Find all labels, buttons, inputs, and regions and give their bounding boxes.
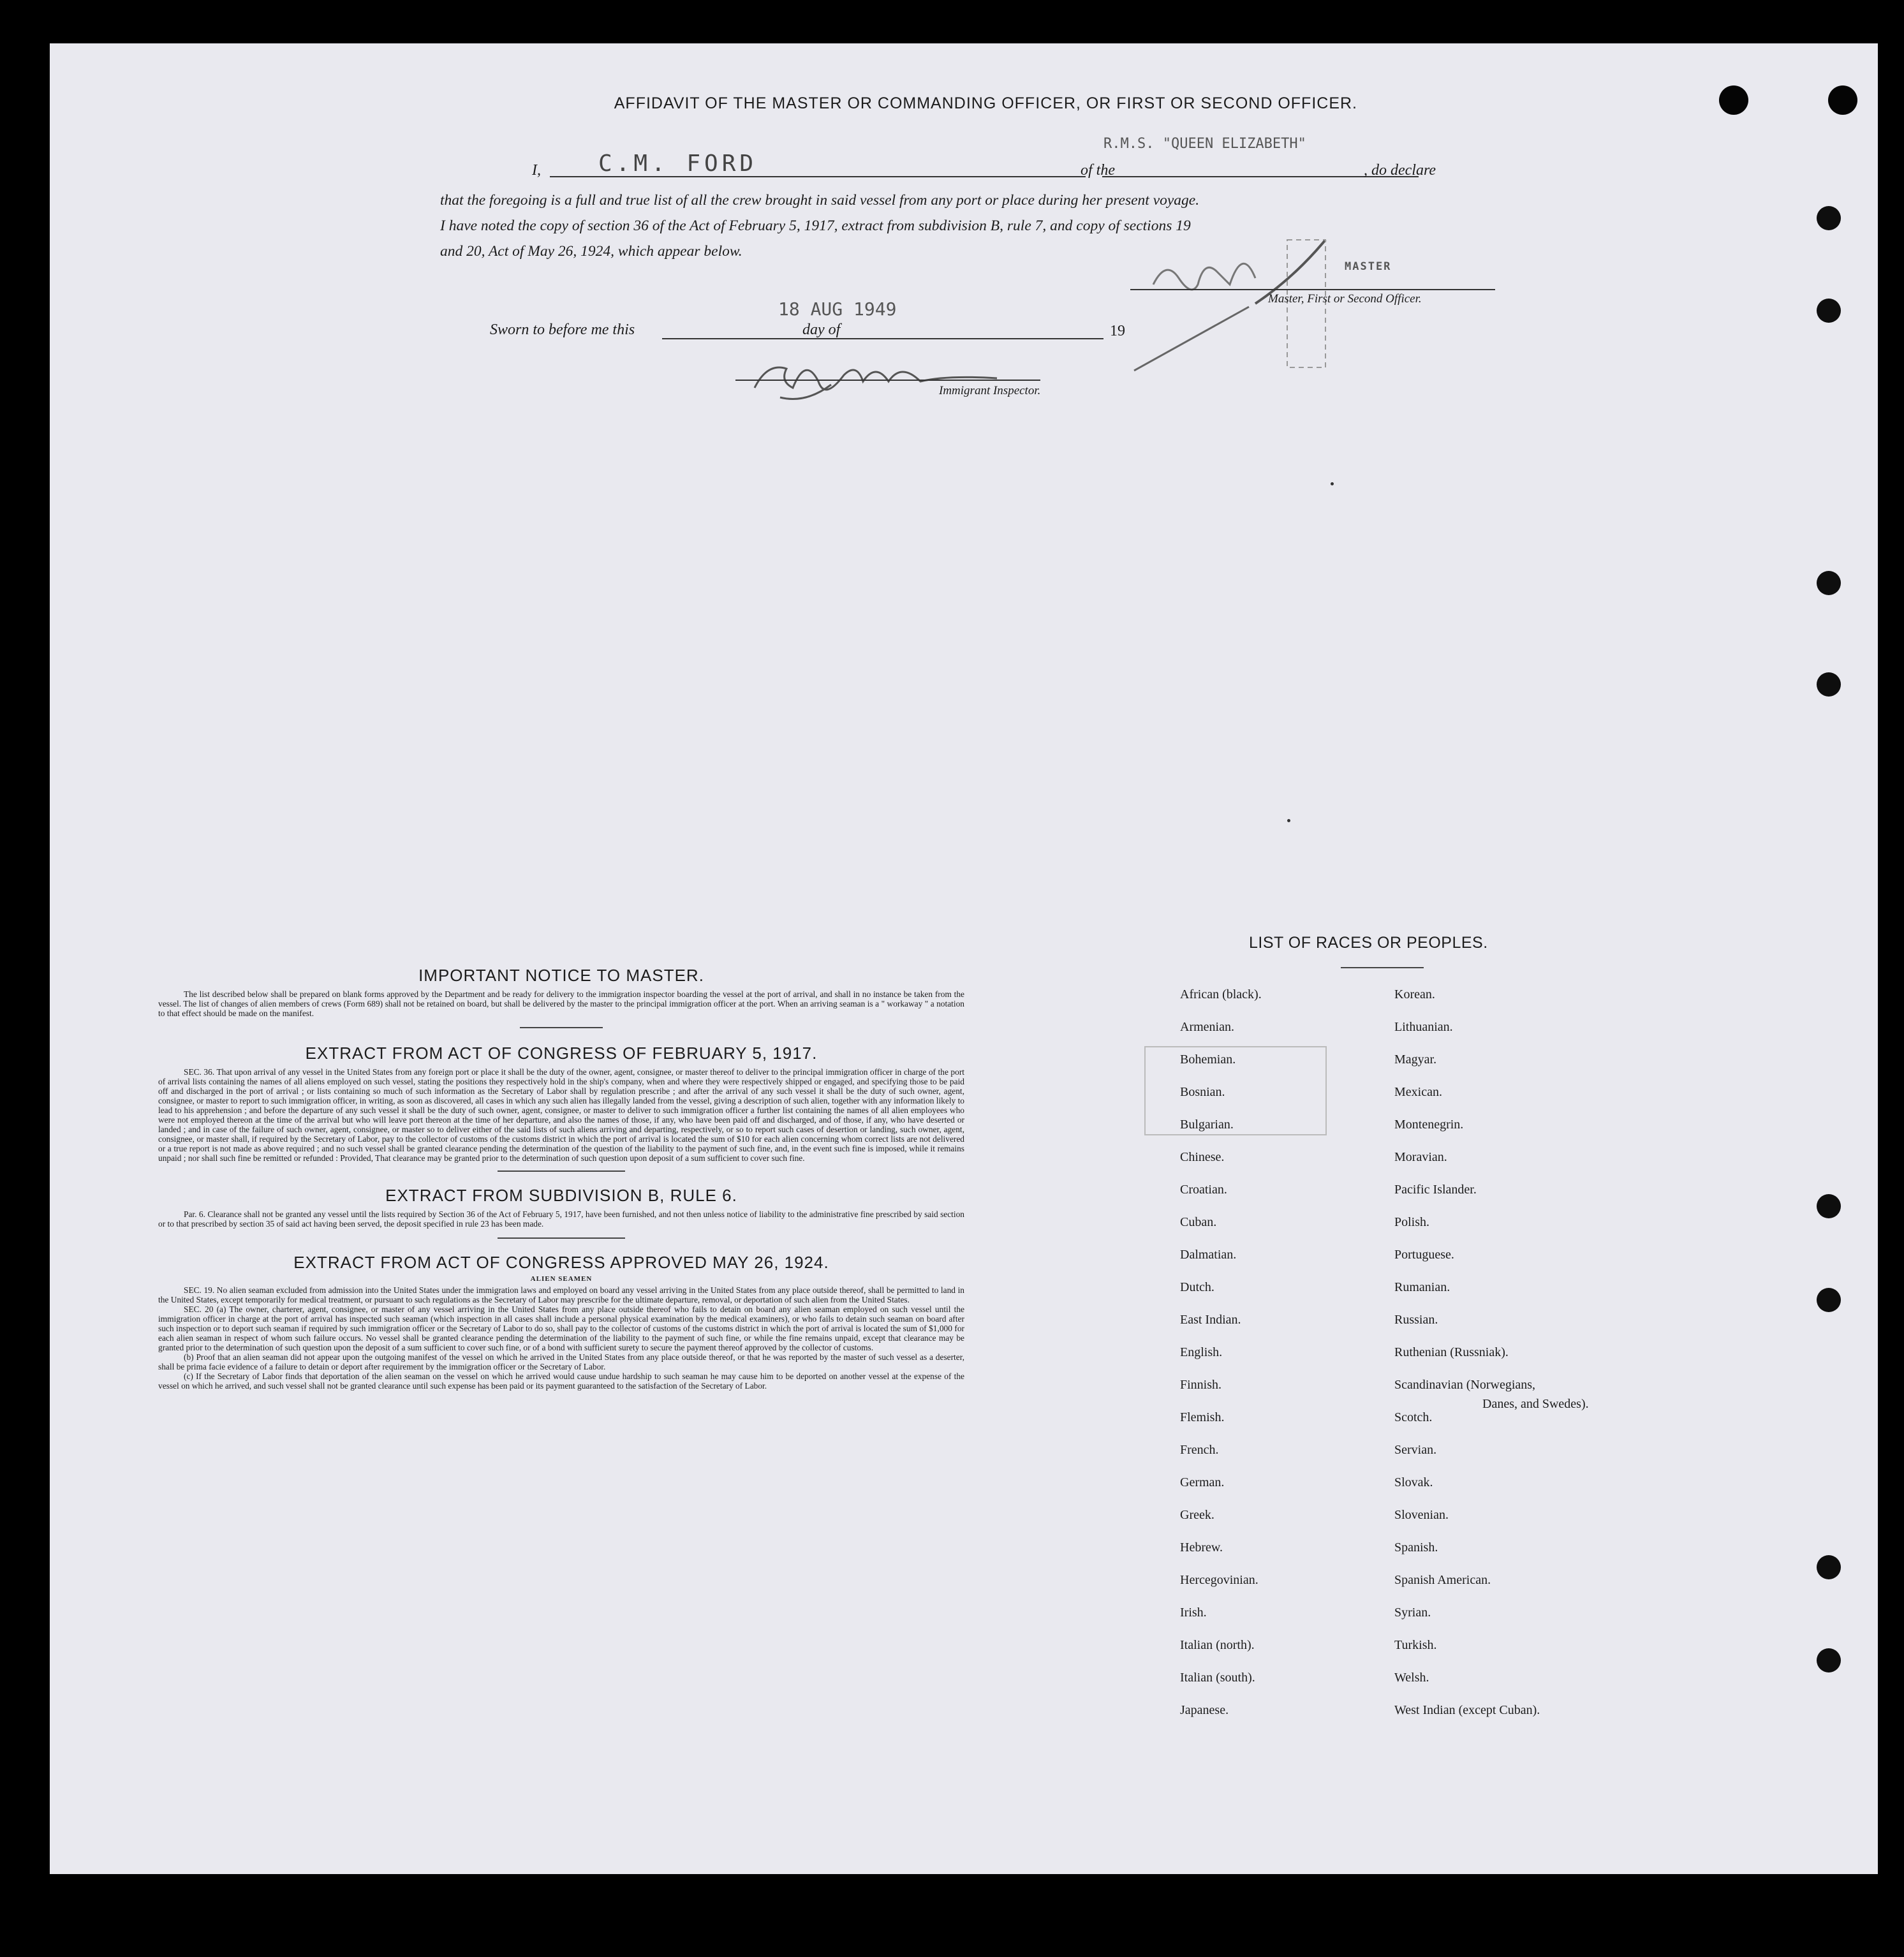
separator <box>498 1171 625 1172</box>
race-item: Croatian. <box>1180 1183 1227 1197</box>
extract-1924-sec20b: (b) Proof that an alien seaman did not appear upon the outgoing manifest of the vessel on which he arrived in the United States from any place outside thereof, or that he was reported by the master of such vessel as a deserter, shall be prima facie evidence of a failure to detain or deport after requirement by the immigration officer or the Secretary of Labor. <box>158 1352 964 1371</box>
do-declare-label: , do declare <box>1364 162 1436 179</box>
notice-title: IMPORTANT NOTICE TO MASTER. <box>418 966 704 985</box>
race-item: Finnish. <box>1180 1378 1222 1392</box>
punch-hole <box>1817 1555 1841 1579</box>
race-item: Cuban. <box>1180 1215 1217 1229</box>
alien-seamen-subtitle: ALIEN SEAMEN <box>530 1275 593 1283</box>
affidavit-title: AFFIDAVIT OF THE MASTER OR COMMANDING OFFICER, OR FIRST OR SECOND OFFICER. <box>614 94 1357 112</box>
race-item: Polish. <box>1394 1215 1430 1229</box>
race-item: Spanish. <box>1394 1540 1438 1555</box>
race-item: Rumanian. <box>1394 1280 1450 1294</box>
race-item: Dutch. <box>1180 1280 1214 1294</box>
punch-hole <box>1828 85 1857 115</box>
race-item: Moravian. <box>1394 1150 1447 1164</box>
race-item: Servian. <box>1394 1443 1437 1457</box>
race-item: Japanese. <box>1180 1703 1229 1717</box>
of-the-label: of the <box>1081 162 1115 179</box>
race-item: English. <box>1180 1345 1223 1359</box>
race-item: French. <box>1180 1443 1219 1457</box>
extract-rule6-title: EXTRACT FROM SUBDIVISION B, RULE 6. <box>385 1186 737 1205</box>
race-item: Korean. <box>1394 987 1435 1001</box>
race-item: Hebrew. <box>1180 1540 1223 1555</box>
master-signature <box>1128 233 1421 380</box>
race-item: Armenian. <box>1180 1020 1234 1034</box>
master-caption: Master, First or Second Officer. <box>1268 292 1422 306</box>
affidavit-body-line: I have noted the copy of section 36 of the Act of February 5, 1917, extract from subdivision B, rule 7, and copy of sections 19 <box>440 218 1191 234</box>
extract-1924-title: EXTRACT FROM ACT OF CONGRESS APPROVED MAY 26, 1924. <box>293 1253 829 1272</box>
speck <box>1287 819 1290 822</box>
affidavit-i: I, <box>532 162 541 179</box>
race-item: Italian (north). <box>1180 1638 1255 1652</box>
speck <box>1331 482 1334 485</box>
sworn-month-line <box>850 338 1103 339</box>
race-item: Bosnian. <box>1180 1085 1225 1099</box>
race-item: East Indian. <box>1180 1313 1241 1327</box>
race-item: Syrian. <box>1394 1606 1431 1620</box>
race-item: Spanish American. <box>1394 1573 1491 1587</box>
punch-hole <box>1817 571 1841 595</box>
extract-1917-title: EXTRACT FROM ACT OF CONGRESS OF FEBRUARY 5, 1917. <box>305 1044 818 1063</box>
race-item: Dalmatian. <box>1180 1248 1237 1262</box>
legal-notices-column <box>158 966 964 1391</box>
race-item: German. <box>1180 1475 1225 1489</box>
punch-hole <box>1817 1648 1841 1673</box>
vessel-name-stamp: R.M.S. "QUEEN ELIZABETH" <box>1103 136 1306 152</box>
race-item: Turkish. <box>1394 1638 1437 1652</box>
affidavit-body-line: and 20, Act of May 26, 1924, which appear below. <box>440 243 742 260</box>
notice-text: The list described below shall be prepared on blank forms approved by the Department and be ready for delivery to the immigration inspector boarding the vessel at the port of arrival, and shall in no instance be taken from the vessel. The list of changes of alien members of crews (Form 689) shall not be retained on board, but shall be delivered by the master to the principal immigration officer at the port. When an arriving seaman is a " workaway " a notation to that effect should be made on the manifest. <box>158 989 964 1018</box>
race-item: Scandinavian (Norwegians, <box>1394 1378 1536 1392</box>
race-item: Russian. <box>1394 1313 1438 1327</box>
inspector-signature <box>742 350 1029 413</box>
race-item: Irish. <box>1180 1606 1207 1620</box>
extract-1924-sec20a: SEC. 20 (a) The owner, charterer, agent, consignee, or master of any vessel arriving in the United States from any place outside thereof who fails to detain on board any alien seaman employed on such vessel until the immigration officer in charge at the port of arrival has inspected such seaman (which inspection in all cases shall include a personal physical examination by the medical examiners), or who fails to detain such seaman on board after such inspection or to deport such seaman if required by such immigration officer or the Secretary of Labor to do so, shall pay to the collector of customs of the customs district in which the port of arrival is located the sum of $1,000 for each alien seaman in respect of whom such failure occurs. No vessel shall be granted clearance pending the determination of the liability to the payment of such fine, or while the fine remains unpaid, except that clearance may be granted prior to the determination of such question upon the deposit of a sum sufficient to cover such fine, or of a bond with sufficient surety to secure the payment thereof approved by the collector of customs. <box>158 1304 964 1352</box>
punch-hole <box>1817 1288 1841 1312</box>
extract-1924-sec20c: (c) If the Secretary of Labor finds that deportation of the alien seaman on the vessel on which he arrived would cause undue hardship to such seaman he may cause him to be deported on another vessel at the expense of the vessel on which he arrived, and such vessel shall not be granted clearance until such expense has been paid or its payment guaranteed to the satisfaction of the Secretary of Labor. <box>158 1371 964 1391</box>
affidavit-body-line: that the foregoing is a full and true list of all the crew brought in said vessel from any port or place during her present voyage. <box>440 192 1200 209</box>
race-item: Scotch. <box>1394 1410 1433 1424</box>
punch-hole <box>1817 206 1841 230</box>
race-item: Hercegovinian. <box>1180 1573 1258 1587</box>
inspector-signature-line <box>735 380 1040 381</box>
extract-1917-text: SEC. 36. That upon arrival of any vessel in the United States from any foreign port or place it shall be the duty of the owner, agent, consignee, or master thereof to deliver to the principal immigration officer in charge of the port of arrival lists containing the names of all aliens employed on such vessel, stating the positions they respectively hold in the ship's company, when and where they were respectively shipped or engaged, and specifying those to be paid off and discharged in the port of arrival ; or lists containing so much of such information as the Secretary of Labor shall by regulation prescribe ; and after the arrival of any such vessel it shall be the duty of such owner, agent, consignee, or master to report to such immigration officer, in writing, as soon as discovered, all cases in which any such alien has illegally landed from the vessel, giving a description of such alien, together with any information likely to lead to his apprehension ; and before the departure of any such vessel it shall be the duty of such owner, agent, consignee, or master to deliver to such immigration officer a further list containing the names of all alien employees who were not employed thereon at the time of the arrival but who will leave port thereon at the time of her departure, and also the names of those, if any, who have been paid off and discharged, and of those, if any, who have deserted or landed ; and in case of the failure of such owner, agent, consignee, or master so to deliver either of the said lists of such aliens arriving and departing, respectively, or so to report such cases of desertion or landing, such owner, agent, consignee, or master shall, if required by the Secretary of Labor, pay to the collector of customs of the customs district in which the port of arrival is located the sum of $10 for each alien concerning whom correct lists are not delivered or a true report is not made as above required ; and no such vessel shall be granted clearance pending the determination of the question of the liability to the payment of such fine, and, in the event such fine is imposed, while it remains unpaid ; nor shall such fine be remitted or refunded : Provided, That clearance may be granted prior to the determination of such question upon deposit of a sum sufficient to cover such fine. <box>158 1067 964 1163</box>
separator <box>1341 967 1424 968</box>
race-item: Montenegrin. <box>1394 1118 1464 1132</box>
races-title: LIST OF RACES OR PEOPLES. <box>1249 934 1488 952</box>
document-page <box>50 43 1878 1874</box>
race-item: Lithuanian. <box>1394 1020 1453 1034</box>
punch-hole <box>1719 85 1748 115</box>
race-item: Danes, and Swedes). <box>1482 1397 1589 1411</box>
race-item: Italian (south). <box>1180 1671 1255 1685</box>
race-item: Chinese. <box>1180 1150 1225 1164</box>
separator <box>498 1237 625 1239</box>
race-item: West Indian (except Cuban). <box>1394 1703 1540 1717</box>
day-of-label: day of <box>802 321 841 338</box>
race-item: Pacific Islander. <box>1394 1183 1477 1197</box>
sworn-label: Sworn to before me this <box>490 321 635 338</box>
race-item: Slovak. <box>1394 1475 1433 1489</box>
race-item: Ruthenian (Russniak). <box>1394 1345 1509 1359</box>
inspector-caption: Immigrant Inspector. <box>939 384 1041 397</box>
date-stamp: 18 AUG 1949 <box>778 299 897 320</box>
master-signature-line <box>1130 289 1495 290</box>
race-item: African (black). <box>1180 987 1262 1001</box>
race-item: Magyar. <box>1394 1052 1437 1067</box>
race-item: Bohemian. <box>1180 1052 1236 1067</box>
extract-1924-sec19: SEC. 19. No alien seaman excluded from admission into the United States under the immigration laws and employed on board any vessel arriving in the United States from any place outside thereof, shall be permitted to land in the United States, except temporarily for medical treatment, or pursuant to such regulations as the Secretary of Labor may prescribe for the ultimate departure, removal, or deportation of such alien from the United States. <box>158 1285 964 1304</box>
separator <box>520 1027 603 1028</box>
race-item: Mexican. <box>1394 1085 1442 1099</box>
master-name-handwritten: C.M. FORD <box>598 151 758 177</box>
extract-rule6-text: Par. 6. Clearance shall not be granted any vessel until the lists required by Section 36 of the Act of February 5, 1917, have been furnished, and not then unless notice of liability to the administrative fine prescribed by said section or to that prescribed by section 35 of said act having been served, the deposit specified in rule 23 has been made. <box>158 1209 964 1229</box>
master-stamp: MASTER <box>1345 260 1392 273</box>
punch-hole <box>1817 1194 1841 1218</box>
race-item: Greek. <box>1180 1508 1214 1522</box>
race-item: Flemish. <box>1180 1410 1225 1424</box>
punch-hole <box>1817 299 1841 323</box>
race-item: Welsh. <box>1394 1671 1429 1685</box>
year-prefix: 19 <box>1110 323 1125 339</box>
punch-hole <box>1817 672 1841 697</box>
race-item: Portuguese. <box>1394 1248 1454 1262</box>
race-item: Slovenian. <box>1394 1508 1449 1522</box>
race-item: Bulgarian. <box>1180 1118 1234 1132</box>
